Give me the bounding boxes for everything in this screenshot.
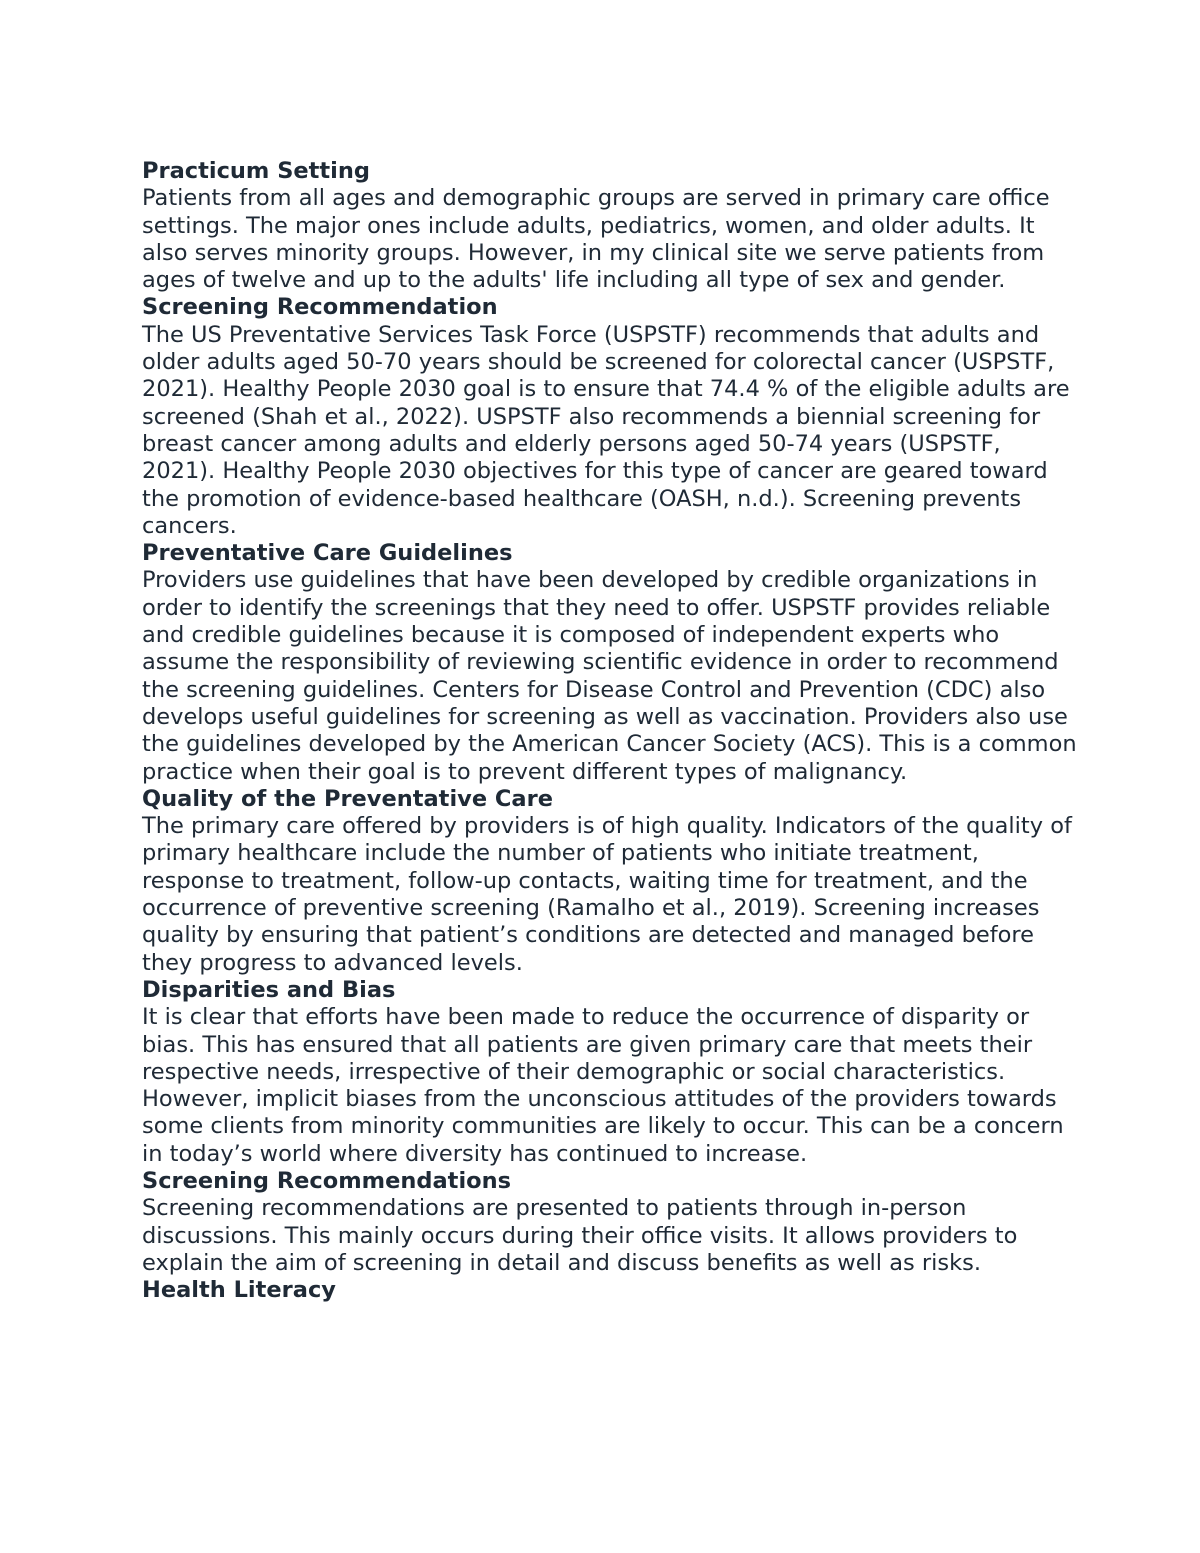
paragraph-preventative-care-guidelines: Providers use guidelines that have been developed by credible organizations in order to identify the screenings that they need to offer. USPSTF provides reliable and credible guidelines because it is composed of independent experts who assume the responsibility of reviewing scientific evidence in order to recommend the screening guidelines. Centers for Disease Control and Prevention (CDC) also develops useful guidelines for screening as well as vaccination. Providers also use the guidelines developed by the American Cancer Society (ACS). This is a common practice when their goal is to prevent different types of malignancy. — [142, 567, 1077, 785]
heading-quality-of-preventative-care: Quality of the Preventative Care — [142, 785, 553, 812]
document-page — [142, 158, 1077, 1304]
heading-preventative-care-guidelines: Preventative Care Guidelines — [142, 540, 513, 567]
heading-health-literacy: Health Literacy — [142, 1277, 336, 1304]
paragraph-screening-recommendation: The US Preventative Services Task Force (USPSTF) recommends that adults and older adults aged 50-70 years should be screened for colorectal cancer (USPSTF, 2021). Healthy People 2030 goal is to ensure that 74.4 % of the eligible adults are screened (Shah et al., 2022). USPSTF also recommends a biennial screening for breast cancer among adults and elderly persons aged 50-74 years (USPSTF, 2021). Healthy People 2030 objectives for this type of cancer are geared toward the promotion of evidence-based healthcare (OASH, n.d.). Screening prevents cancers. — [142, 321, 1070, 539]
heading-screening-recommendation: Screening Recommendation — [142, 294, 498, 321]
paragraph-practicum-setting: Patients from all ages and demographic groups are served in primary care office settings. The major ones include adults, pediatrics, women, and older adults. It also serves minority groups. However, in my clinical site we serve patients from ages of twelve and up to the adults' life including all type of sex and gender. — [142, 185, 1050, 294]
paragraph-screening-recommendations: Screening recommendations are presented to patients through in-person discussions. This mainly occurs during their office visits. It allows providers to explain the aim of screening in detail and discuss benefits as well as risks. — [142, 1195, 1018, 1276]
paragraph-quality-of-preventative-care: The primary care offered by providers is of high quality. Indicators of the quality of primary healthcare include the number of patients who initiate treatment, response to treatment, follow-up contacts, waiting time for treatment, and the occurrence of preventive screening (Ramalho et al., 2019). Screening increases quality by ensuring that patient’s conditions are detected and managed before they progress to advanced levels. — [142, 813, 1072, 976]
heading-practicum-setting: Practicum Setting — [142, 158, 371, 184]
heading-screening-recommendations: Screening Recommendations — [142, 1167, 512, 1194]
paragraph-disparities-and-bias: It is clear that efforts have been made to reduce the occurrence of disparity or bias. This has ensured that all patients are given primary care that meets their respective needs, irrespective of their demographic or social characteristics. However, implicit biases from the unconscious attitudes of the providers towards some clients from minority communities are likely to occur. This can be a concern in today’s world where diversity has continued to increase. — [142, 1004, 1064, 1167]
heading-disparities-and-bias: Disparities and Bias — [142, 976, 396, 1003]
